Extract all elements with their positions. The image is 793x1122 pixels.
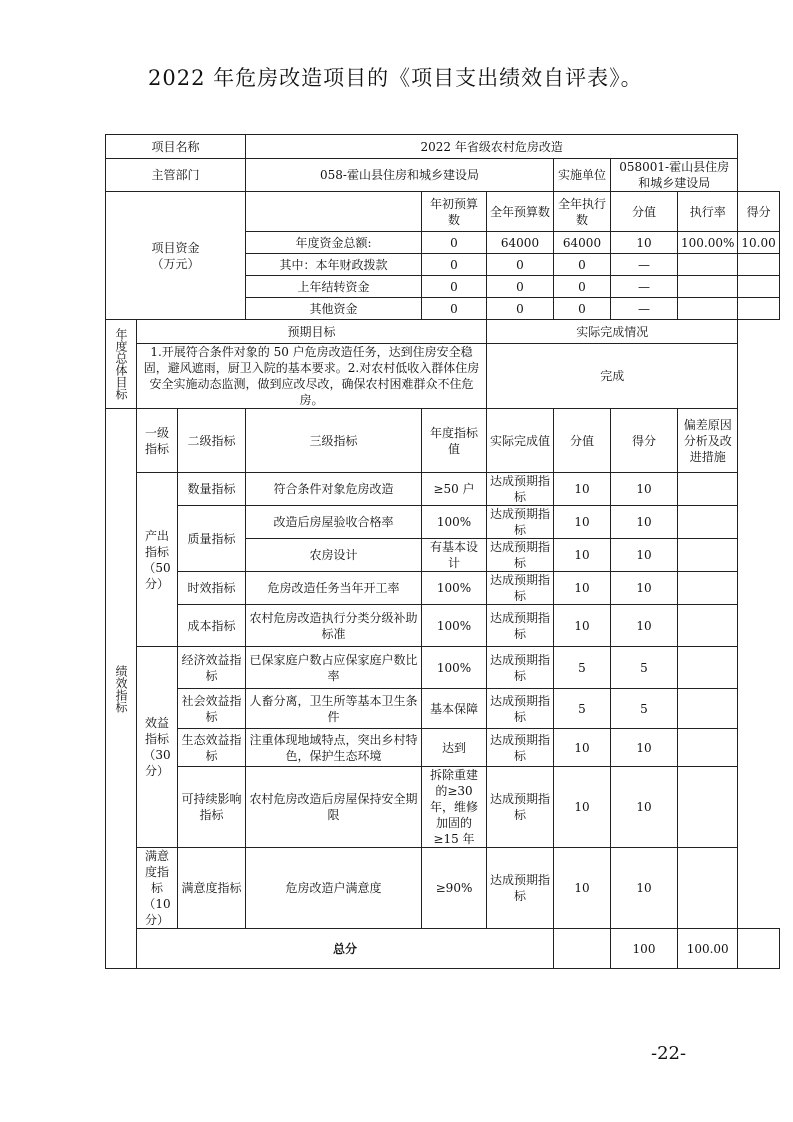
- indicator-level2: 经济效益指标: [178, 647, 246, 689]
- funds-row-got: [738, 254, 779, 276]
- indicator-level2: 时效指标: [178, 572, 246, 605]
- indicator-level2: 可持续影响指标: [178, 767, 246, 848]
- funds-header-row: [106, 192, 780, 232]
- indicator-level2: 数量指标: [178, 473, 246, 506]
- funds-row-executed: 0: [554, 298, 611, 320]
- department-value: 058-霍山县住房和城乡建设局: [246, 159, 554, 192]
- goals-actual-text: 完成: [487, 344, 738, 409]
- funds-label: [106, 192, 246, 320]
- funds-row-got: 10.00: [738, 232, 779, 254]
- indicator-target: 100%: [422, 572, 487, 605]
- funds-label-text: 项目资金 （万元）: [151, 240, 200, 271]
- funds-row-name: 其中：本年财政拨款: [246, 254, 422, 276]
- total-actual-blank: [554, 929, 611, 969]
- funds-row-initial: 0: [422, 254, 487, 276]
- implementer-value: 058001-霍山县住房和城乡建设局: [611, 159, 738, 192]
- indicator-deviation: [678, 647, 738, 689]
- indicator-score: 5: [554, 689, 611, 729]
- funds-row-score: 10: [611, 232, 678, 254]
- funds-row-initial: 0: [422, 298, 487, 320]
- funds-row-name: 年度资金总额:: [246, 232, 422, 254]
- header-actual: 实际完成值: [487, 409, 554, 473]
- total-got: 100.00: [678, 929, 738, 969]
- funds-row-annual: 0: [487, 298, 554, 320]
- indicator-actual: 达成预期指标: [487, 689, 554, 729]
- indicator-level3: 农村危房改造后房屋保持安全期限: [246, 767, 422, 848]
- funds-row-annual: 0: [487, 276, 554, 298]
- indicator-actual: 达成预期指标: [487, 473, 554, 506]
- indicator-score: 10: [554, 506, 611, 539]
- funds-header-score: 分值: [611, 192, 678, 232]
- indicator-deviation: [678, 689, 738, 729]
- department-label: 主管部门: [106, 159, 246, 192]
- indicators-header-row: [106, 409, 780, 473]
- funds-header-annual: 全年预算数: [487, 192, 554, 232]
- indicator-deviation: [678, 572, 738, 605]
- funds-header-initial: 年初预算数: [422, 192, 487, 232]
- indicator-level3: 注重体现地域特点，突出乡村特色，保护生态环境: [246, 729, 422, 767]
- indicator-level2: 成本指标: [178, 605, 246, 647]
- funds-row-initial: 0: [422, 276, 487, 298]
- indicator-got: 10: [611, 767, 678, 848]
- funds-row-executed: 0: [554, 276, 611, 298]
- indicator-row: [106, 767, 780, 848]
- indicator-got: 10: [611, 729, 678, 767]
- indicator-target: 达到: [422, 729, 487, 767]
- project-name-value: 2022 年省级农村危房改造: [246, 135, 738, 159]
- indicator-score: 5: [554, 647, 611, 689]
- indicator-target: 100%: [422, 506, 487, 539]
- funds-row-annual: 0: [487, 254, 554, 276]
- indicator-actual: 达成预期指标: [487, 647, 554, 689]
- page-number: -22-: [651, 1043, 687, 1064]
- total-deviation-blank: [738, 929, 779, 969]
- indicator-got: 10: [611, 848, 678, 929]
- funds-header-blank: [246, 192, 422, 232]
- indicator-score: 10: [554, 848, 611, 929]
- indicator-score: 10: [554, 767, 611, 848]
- indicator-got: 5: [611, 647, 678, 689]
- group-satisfaction-label: 满意度指标（10分）: [137, 848, 178, 929]
- goals-expected-header: 预期目标: [137, 320, 487, 344]
- indicator-level2: 质量指标: [178, 506, 246, 572]
- indicator-row: [106, 572, 780, 605]
- indicator-got: 10: [611, 506, 678, 539]
- indicator-score: 10: [554, 729, 611, 767]
- indicator-row: [106, 473, 780, 506]
- total-row: [106, 929, 780, 969]
- indicator-row: [106, 647, 780, 689]
- indicator-target: 有基本设计: [422, 539, 487, 572]
- goals-actual-header: 实际完成情况: [487, 320, 738, 344]
- funds-row-executed: 0: [554, 254, 611, 276]
- project-name-label: 项目名称: [106, 135, 246, 159]
- funds-row-score: —: [611, 254, 678, 276]
- funds-row-score: —: [611, 276, 678, 298]
- indicator-score: 10: [554, 572, 611, 605]
- funds-row-executed: 64000: [554, 232, 611, 254]
- funds-row-name: 其他资金: [246, 298, 422, 320]
- funds-row-rate: [678, 298, 738, 320]
- indicator-target: 100%: [422, 647, 487, 689]
- project-name-row: [106, 135, 780, 159]
- funds-row-initial: 0: [422, 232, 487, 254]
- performance-evaluation-table: [105, 134, 780, 969]
- funds-row-score: —: [611, 298, 678, 320]
- funds-header-rate: 执行率: [678, 192, 738, 232]
- indicator-target: 100%: [422, 605, 487, 647]
- indicator-actual: 达成预期指标: [487, 848, 554, 929]
- funds-row-got: [738, 276, 779, 298]
- indicator-level3: 已保家庭户数占应保家庭户数比率: [246, 647, 422, 689]
- total-score: 100: [611, 929, 678, 969]
- indicator-deviation: [678, 767, 738, 848]
- indicator-got: 5: [611, 689, 678, 729]
- indicator-level3: 农村危房改造执行分类分级补助标准: [246, 605, 422, 647]
- funds-row-rate: 100.00%: [678, 232, 738, 254]
- header-got: 得分: [611, 409, 678, 473]
- indicator-target: ≥90%: [422, 848, 487, 929]
- indicator-level3: 人畜分离，卫生所等基本卫生条件: [246, 689, 422, 729]
- indicator-row: [106, 689, 780, 729]
- indicator-deviation: [678, 605, 738, 647]
- goals-content-row: [106, 344, 780, 409]
- indicator-got: 10: [611, 473, 678, 506]
- indicator-actual: 达成预期指标: [487, 729, 554, 767]
- indicator-deviation: [678, 729, 738, 767]
- header-level2: 二级指标: [178, 409, 246, 473]
- indicator-actual: 达成预期指标: [487, 539, 554, 572]
- funds-header-executed: 全年执行数: [554, 192, 611, 232]
- header-level3: 三级指标: [246, 409, 422, 473]
- indicator-got: 10: [611, 539, 678, 572]
- indicator-score: 10: [554, 473, 611, 506]
- indicators-label: 绩效指标: [106, 409, 137, 969]
- implementer-label: 实施单位: [554, 159, 611, 192]
- indicator-level2: 生态效益指标: [178, 729, 246, 767]
- funds-row-name: 上年结转资金: [246, 276, 422, 298]
- indicator-row: [106, 605, 780, 647]
- indicator-target: 基本保障: [422, 689, 487, 729]
- indicator-row: [106, 506, 780, 539]
- indicator-target: ≥50 户: [422, 473, 487, 506]
- indicator-level3: 危房改造户满意度: [246, 848, 422, 929]
- funds-row-rate: [678, 276, 738, 298]
- indicator-level2: 满意度指标: [178, 848, 246, 929]
- page-title: 2022 年危房改造项目的《项目支出绩效自评表》。: [148, 66, 643, 90]
- total-label: 总分: [137, 929, 554, 969]
- indicator-got: 10: [611, 605, 678, 647]
- indicator-target: 拆除重建的≥30年，维修加固的≥15 年: [422, 767, 487, 848]
- indicator-deviation: [678, 506, 738, 539]
- goals-label: 年度总体目标: [106, 320, 137, 409]
- indicator-level3: 符合条件对象危房改造: [246, 473, 422, 506]
- indicator-level2: 社会效益指标: [178, 689, 246, 729]
- goals-header-row: [106, 320, 780, 344]
- indicator-deviation: [678, 473, 738, 506]
- header-score: 分值: [554, 409, 611, 473]
- goals-expected-text: 1.开展符合条件对象的 50 户危房改造任务，达到住房安全稳固，避风遮雨，厨卫入院的基本要求。2.对农村低收入群体住房安全实施动态监测，做到应改尽改，确保农村困难群众不住危房。: [137, 344, 487, 409]
- indicator-deviation: [678, 539, 738, 572]
- indicator-level3: 危房改造任务当年开工率: [246, 572, 422, 605]
- indicator-actual: 达成预期指标: [487, 506, 554, 539]
- indicator-row: [106, 729, 780, 767]
- indicator-actual: 达成预期指标: [487, 605, 554, 647]
- header-target: 年度指标值: [422, 409, 487, 473]
- funds-row-annual: 64000: [487, 232, 554, 254]
- funds-row-got: [738, 298, 779, 320]
- funds-header-got: 得分: [738, 192, 779, 232]
- indicator-deviation: [678, 848, 738, 929]
- group-benefit-label: 效益指标（30分）: [137, 647, 178, 848]
- funds-row-rate: [678, 254, 738, 276]
- header-level1: 一级指标: [137, 409, 178, 473]
- indicator-score: 10: [554, 539, 611, 572]
- indicator-row: [106, 848, 780, 929]
- header-deviation: 偏差原因分析及改进措施: [678, 409, 738, 473]
- indicator-actual: 达成预期指标: [487, 572, 554, 605]
- indicator-score: 10: [554, 605, 611, 647]
- indicator-level3: 农房设计: [246, 539, 422, 572]
- department-row: [106, 159, 780, 192]
- indicator-level3: 改造后房屋验收合格率: [246, 506, 422, 539]
- indicator-got: 10: [611, 572, 678, 605]
- indicator-actual: 达成预期指标: [487, 767, 554, 848]
- group-output-label: 产出指标（50分）: [137, 473, 178, 647]
